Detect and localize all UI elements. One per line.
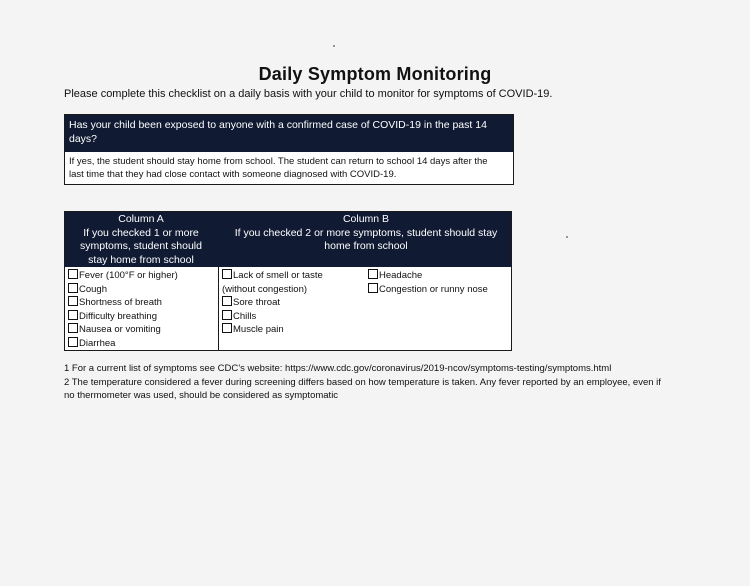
column-b-desc: If you checked 2 or more symptoms, student should stay xyxy=(234,226,498,239)
column-divider xyxy=(218,267,219,351)
checkbox[interactable] xyxy=(368,283,378,293)
column-b-desc: home from school xyxy=(324,240,408,252)
symptom-label: Congestion or runny nose xyxy=(379,283,488,295)
column-a-header xyxy=(65,213,217,267)
symptom-label: Sore throat xyxy=(233,297,280,308)
symptom-label: Lack of smell or taste xyxy=(233,270,323,281)
footnote-1: 1 For a current list of symptoms see CDC’s website: https://www.cdc.gov/coronavirus/2019-ncov/symptoms-testing/symptoms.html xyxy=(64,363,612,374)
symptom-label: Difficulty breathing xyxy=(79,310,157,322)
footnotes xyxy=(64,362,684,403)
symptom-label: Cough xyxy=(79,283,107,295)
checkbox[interactable] xyxy=(222,296,232,306)
symptom-label: Nausea or vomiting xyxy=(79,324,161,335)
symptom-checklist-table xyxy=(64,211,512,351)
symptom-congestion[interactable] xyxy=(368,283,513,297)
exposure-answer-line: If yes, the student should stay home from school. The student can return to school 14 days after the xyxy=(69,156,488,167)
symptom-lack-of-smell-taste[interactable] xyxy=(222,269,367,283)
column-b-header xyxy=(221,213,511,254)
symptom-fever[interactable] xyxy=(68,269,218,283)
checkbox[interactable] xyxy=(68,323,78,333)
symptom-diarrhea[interactable] xyxy=(68,337,218,351)
exposure-answer-line: last time that they had close contact with someone diagnosed with COVID-19. xyxy=(69,169,397,180)
symptom-chills[interactable] xyxy=(222,310,367,324)
footnote-2: 2 The temperature considered a fever during screening differs based on how temperature is taken. Any fever reported by an employee, even if xyxy=(64,376,661,388)
symptom-muscle-pain[interactable] xyxy=(222,323,367,337)
symptom-label: Headache xyxy=(379,270,423,281)
checkbox[interactable] xyxy=(368,269,378,279)
exposure-question-header xyxy=(65,115,513,152)
checkbox[interactable] xyxy=(68,283,78,293)
checkbox[interactable] xyxy=(68,269,78,279)
symptom-label: Diarrhea xyxy=(79,337,116,349)
checkbox[interactable] xyxy=(68,310,78,320)
exposure-question-line: Has your child been exposed to anyone with a confirmed case of COVID-19 in the past 14 xyxy=(69,119,487,131)
checkbox[interactable] xyxy=(222,310,232,320)
checkbox[interactable] xyxy=(222,269,232,279)
symptom-shortness-of-breath[interactable] xyxy=(68,296,218,310)
symptom-label: Fever (100°F or higher) xyxy=(79,270,178,281)
symptom-table-header xyxy=(65,212,511,267)
checkbox[interactable] xyxy=(68,337,78,347)
symptom-nausea[interactable] xyxy=(68,323,218,337)
exposure-answer xyxy=(65,152,513,184)
exposure-question-line: days? xyxy=(69,133,98,145)
exposure-question-box xyxy=(64,114,514,185)
page-title: Daily Symptom Monitoring xyxy=(258,64,492,84)
column-a-title: Column A xyxy=(118,213,164,225)
column-b-symptoms-right xyxy=(368,269,513,296)
intro-text: Please complete this checklist on a daily basis with your child to monitor for symptoms of COVID-19. xyxy=(64,88,553,100)
column-a-desc: If you checked 1 or more xyxy=(83,226,199,239)
symptom-label: Shortness of breath xyxy=(79,297,162,308)
column-a-symptoms xyxy=(68,269,218,350)
column-b-title: Column B xyxy=(342,213,390,225)
symptom-difficulty-breathing[interactable] xyxy=(68,310,218,324)
footnote-2-continuation: no thermometer was used, should be considered as symptomatic xyxy=(64,390,339,401)
symptom-label: Muscle pain xyxy=(233,324,284,335)
symptom-cough[interactable] xyxy=(68,283,218,297)
column-a-desc: stay home from school xyxy=(88,253,194,266)
symptom-sore-throat[interactable] xyxy=(222,296,367,310)
column-a-desc: symptoms, student should xyxy=(80,240,202,252)
symptom-label: Chills xyxy=(233,310,257,322)
symptom-label-continuation: (without congestion) xyxy=(222,283,308,295)
symptom-headache[interactable] xyxy=(368,269,513,283)
checkbox[interactable] xyxy=(222,323,232,333)
column-b-symptoms-left xyxy=(222,269,367,337)
scan-speck xyxy=(333,45,335,47)
scan-speck xyxy=(566,236,568,238)
checkbox[interactable] xyxy=(68,296,78,306)
